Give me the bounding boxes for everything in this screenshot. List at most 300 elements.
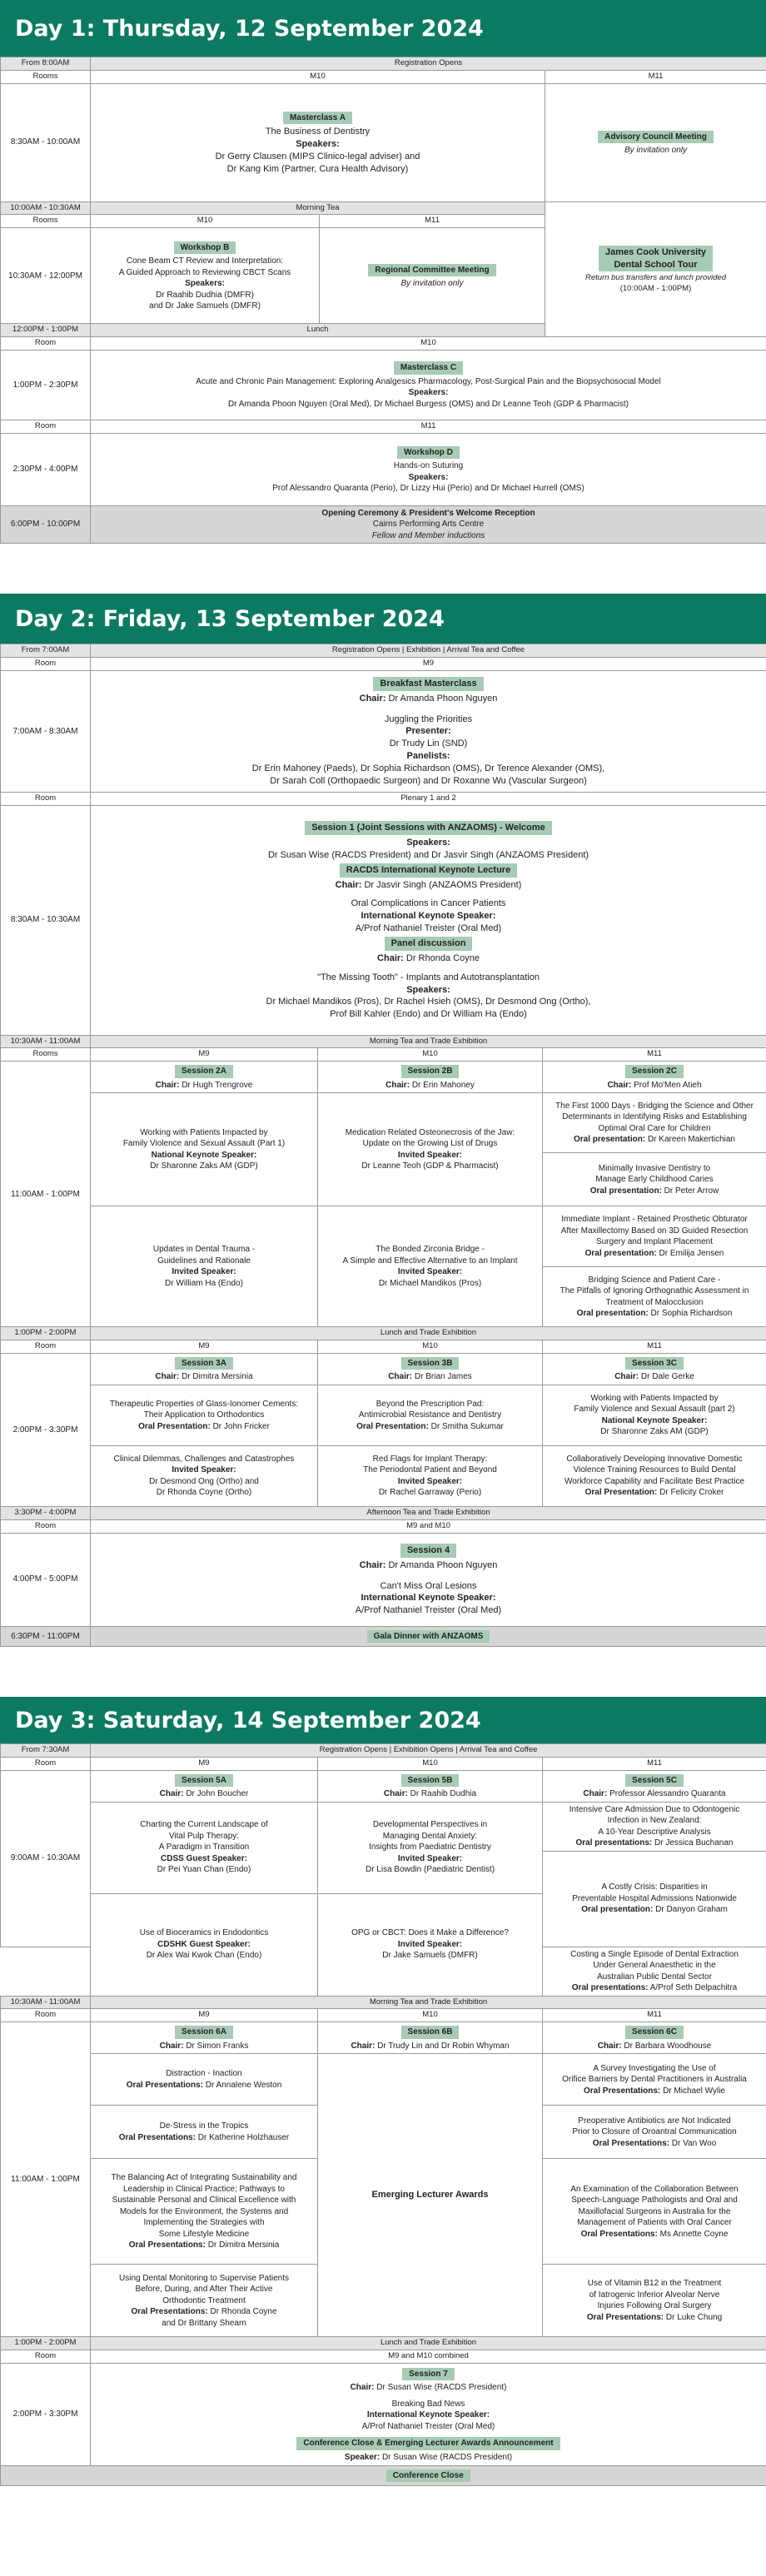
event-venue: Cairns Performing Arts Centre (372, 520, 485, 530)
talk-title: Charting the Current Landscape of (140, 1820, 268, 1830)
session-badge: Session 3B (401, 1357, 460, 1370)
talk[interactable] (91, 2159, 318, 2265)
speaker: A/Prof Nathaniel Treister (Oral Med) (355, 1605, 502, 1616)
speaker: Dr Jessica Buchanan (654, 1838, 734, 1848)
day1-header (0, 0, 766, 57)
talk-title: Under General Anaesthetic in the (593, 1961, 716, 1971)
speaker: A/Prof Nathaniel Treister (Oral Med) (361, 2421, 495, 2431)
speaker: Dr Gerry Clausen (MIPS Clinico-legal adviser) and (215, 151, 420, 162)
break-label: Morning Tea and Trade Exhibition (91, 1996, 766, 2009)
break-label: Lunch and Trade Exhibition (91, 1327, 766, 1340)
session-2c-header[interactable] (543, 1062, 766, 1093)
speaker: A/Prof Seth Delpachitra (649, 1983, 738, 1993)
chair-name: Professor Alessandro Quaranta (609, 1789, 726, 1799)
talk-title: Infection in New Zealand: (607, 1816, 702, 1826)
talk-title: Workforce Capability and Facilitate Best Practice (564, 1476, 744, 1486)
speaker: and Dr Jake Samuels (DMFR) (149, 301, 261, 311)
speaker-label: CDSHK Guest Speaker: (157, 1939, 251, 1949)
talk[interactable] (543, 1267, 766, 1327)
break-label: Afternoon Tea and Trade Exhibition (91, 1506, 766, 1519)
chair-label: Chair: (159, 2041, 184, 2051)
speaker: Dr Rhonda Coyne (Ortho) (156, 1488, 252, 1498)
talk-title: Managing Dental Anxiety: (382, 1831, 478, 1841)
talk-title: Optimal Oral Care for Children (598, 1123, 711, 1133)
talk-title: An Examination of the Collaboration Between (570, 2184, 739, 2194)
talk[interactable] (91, 1093, 318, 1206)
speaker: Dr Amanda Phoon Nguyen (Oral Med), Dr Michael Burgess (OMS) and Dr Leanne Teoh (GDP & Pharmacist) (228, 399, 629, 409)
room-label: Room (1, 337, 91, 351)
speaker-label: International Keynote Speaker: (361, 1593, 496, 1604)
talk-title: Therapeutic Properties of Glass-Ionomer Cements: (109, 1399, 299, 1409)
talk-title: A Survey Investigating the Use of (593, 2063, 716, 2073)
speaker: Dr Susan Wise (RACDS President) and Dr Jasvir Singh (ANZAOMS President) (267, 849, 589, 860)
talk-title: Family Violence and Sexual Assault (Part 1) (122, 1139, 286, 1149)
room-m9-m10: M9 and M10 (91, 1519, 766, 1533)
talk-title: Clinical Dilemmas, Challenges and Catastrophes (113, 1454, 295, 1464)
speaker: Dr Desmond Ong (Ortho) and (149, 1476, 259, 1486)
time-slot: 2:30PM - 4:00PM (1, 433, 91, 505)
talk[interactable] (543, 1802, 766, 1851)
session-badge: Session 2B (401, 1065, 460, 1078)
speaker: Dr Sharonne Zaks AM (GDP) (600, 1427, 709, 1437)
speaker-label: Invited Speaker: (397, 1853, 463, 1863)
talk[interactable] (318, 1385, 543, 1445)
speaker-label: Invited Speaker: (172, 1465, 236, 1475)
speaker-label: Oral Presentations: (118, 2132, 196, 2142)
speaker-label: Oral Presentation: (584, 1488, 658, 1498)
speaker-label: National Keynote Speaker: (601, 1415, 708, 1425)
opening-ceremony[interactable] (91, 505, 766, 544)
award-title: Emerging Lecturer Awards (371, 2190, 489, 2201)
talk[interactable] (318, 1445, 543, 1506)
speaker: Dr Pei Yuan Chan (Endo) (157, 1865, 251, 1875)
talk[interactable] (318, 1206, 543, 1327)
session-4[interactable] (91, 1533, 766, 1626)
speaker-label: Oral Presentations: (128, 2240, 206, 2250)
chair-name: Dr Trudy Lin and Dr Robin Whyman (377, 2041, 510, 2051)
session-badge: Session 1 (Joint Sessions with ANZAOMS) - Welcome (305, 821, 552, 835)
session-topic: Cone Beam CT Review and Interpretation: (126, 256, 284, 266)
talk[interactable] (543, 1206, 766, 1267)
day1-title: Day 1: Thursday, 12 September 2024 (15, 15, 484, 42)
talk-title: The Bonded Zirconia Bridge - (376, 1245, 485, 1255)
session-badge: Session 6A (175, 2026, 233, 2039)
chair-label: Chair: (385, 1080, 410, 1090)
rooms-label: Rooms (1, 215, 91, 228)
talk[interactable] (543, 2054, 766, 2106)
talk[interactable] (91, 2106, 318, 2159)
chair-label: Chair: (614, 1372, 639, 1382)
time-slot: 8:30AM - 10:00AM (1, 83, 91, 201)
chair-name: Dr John Boucher (186, 1789, 249, 1799)
session-badge: Session 3C (625, 1357, 684, 1370)
session-3c-header[interactable] (543, 1353, 766, 1385)
session-badge: Masterclass C (394, 361, 463, 375)
workshop-d[interactable] (91, 433, 766, 505)
session-badge: Session 2A (175, 1065, 233, 1078)
speaker-label: Speaker: (344, 2452, 381, 2462)
session-6b-header[interactable] (318, 2022, 543, 2054)
session-badge: James Cook University (604, 246, 707, 257)
session-badge: Regional Committee Meeting (368, 264, 495, 277)
room-m11: M11 (91, 420, 766, 433)
room-m10: M10 (318, 1048, 543, 1062)
speaker: Dr John Fricker (212, 1421, 270, 1431)
talk[interactable] (543, 2106, 766, 2159)
chair-name: Dr Barbara Woodhouse (624, 2041, 712, 2051)
speaker: Dr Michael Wylie (663, 2086, 725, 2096)
talk[interactable] (543, 1947, 766, 1996)
time-slot: 12:00PM - 1:00PM (1, 324, 91, 337)
talk-title: Prior to Closure of Oroantral Communication (572, 2127, 737, 2136)
room-m9: M9 (91, 1757, 318, 1770)
talk[interactable] (318, 1893, 543, 1996)
break-label: Lunch (91, 324, 545, 337)
session-2b-header[interactable] (318, 1062, 543, 1093)
session-topic: Juggling the Priorities (384, 714, 473, 724)
room-label: Room (1, 1340, 91, 1354)
time-slot: 11:00AM - 1:00PM (1, 2022, 91, 2337)
talk-title: Maxillofacial Surgeons in Australia for the (578, 2206, 731, 2216)
speaker: Dr Alex Wai Kwok Chan (Endo) (146, 1951, 262, 1961)
room-plenary: Plenary 1 and 2 (91, 792, 766, 805)
chair-label: Chair: (350, 2383, 375, 2393)
presenter-label: Presenter: (405, 726, 451, 737)
talk-title: Medication Related Osteonecrosis of the Jaw: (345, 1127, 515, 1137)
panelists-label: Panelists: (406, 751, 450, 762)
session-badge: Session 6C (625, 2026, 684, 2039)
room-m11: M11 (543, 2009, 766, 2022)
talk-title: Models for the Environment, the Systems and (119, 2206, 289, 2216)
speakers-label: Speakers: (406, 838, 450, 848)
talk-title: Developmental Perspectives in (372, 1820, 488, 1830)
talk-title: A Paradigm in Transition (158, 1842, 250, 1852)
speaker: Prof Alessandro Quaranta (Perio), Dr Lizzy Hui (Perio) and Dr Michael Hurrell (OMS) (272, 484, 584, 494)
masterclass-c[interactable] (91, 350, 766, 420)
day2-title: Day 2: Friday, 13 September 2024 (15, 605, 445, 632)
chair-label: Chair: (159, 1789, 184, 1799)
emerging-lecturer-awards[interactable] (318, 2054, 543, 2337)
chair-name: Dr Brian James (414, 1372, 472, 1382)
speaker: Dr Kareen Makertichian (647, 1135, 735, 1145)
room-m9: M9 (91, 1048, 318, 1062)
talk[interactable] (543, 1851, 766, 1947)
talk-title: Immediate Implant - Retained Prosthetic Obturator (561, 1215, 748, 1225)
talk-title: A 10-Year Descriptive Analysis (598, 1827, 711, 1837)
session-6c-header[interactable] (543, 2022, 766, 2054)
talk-title: Preventable Hospital Admissions Nationwide (572, 1893, 737, 1903)
speaker: Dr Smitha Sukumar (430, 1421, 504, 1431)
speaker: Dr Kang Kim (Partner, Cura Health Advisory) (226, 163, 409, 174)
break-label: Morning Tea (91, 201, 545, 215)
panelists: Dr Sarah Coll (Orthopaedic Surgeon) and Dr Roxanne Wu (Vascular Surgeon) (270, 775, 587, 786)
speakers-label: Speakers: (296, 139, 340, 150)
time-slot: 6:30PM - 11:00PM (1, 1626, 91, 1647)
session-2a-header[interactable] (91, 1062, 318, 1093)
chair-label: Chair: (583, 1789, 608, 1799)
speaker: Dr Van Woo (671, 2138, 717, 2148)
chair-label: Chair: (383, 1789, 408, 1799)
talk-title: Update on the Growing List of Drugs (362, 1139, 498, 1149)
rooms-label: Rooms (1, 1048, 91, 1062)
talk[interactable] (543, 1385, 766, 1445)
room-m11: M11 (543, 1757, 766, 1770)
talk[interactable] (91, 1445, 318, 1506)
speaker-label: Oral Presentation: (138, 1421, 211, 1431)
tour-note: Return bus transfers and lunch provided (585, 273, 726, 283)
session-badge: Conference Close & Emerging Lecturer Awards Announcement (296, 2437, 560, 2450)
speaker-label: Oral Presentations: (584, 2086, 661, 2096)
room-m11: M11 (545, 70, 766, 83)
talk-title: Surgery and Implant Placement (595, 1237, 714, 1247)
time-slot: 8:30AM - 10:30AM (1, 805, 91, 1035)
masterclass-a[interactable] (91, 83, 545, 201)
talk-title: Leadership in Clinical Practice; Pathways to (123, 2184, 285, 2194)
talk-title: Using Dental Monitoring to Supervise Patients (119, 2273, 289, 2283)
session-5b-header[interactable] (318, 1770, 543, 1802)
talk-title: Implementing the Strategies with (143, 2218, 265, 2227)
talk-title: Before, During, and After Their Active (135, 2285, 273, 2294)
speaker: Dr Annalene Weston (205, 2080, 282, 2090)
session-topic: Hands-on Suturing (393, 461, 464, 471)
chair-name: Dr Amanda Phoon Nguyen (388, 1559, 498, 1570)
speaker: Dr William Ha (Endo) (165, 1278, 243, 1288)
talk-title: A Simple and Effective Alternative to an Implant (342, 1256, 518, 1266)
advisory-council-meeting[interactable] (545, 83, 766, 201)
talk-title: Orifice Barriers by Dental Practitioners in Australia (562, 2075, 747, 2084)
talk-title: De-Stress in the Tropics (159, 2121, 249, 2131)
talk-title: Some Lifestyle Medicine (158, 2229, 250, 2239)
speaker: Dr Raahib Dudhia (DMFR) (156, 290, 254, 300)
talk[interactable] (543, 2159, 766, 2265)
speaker: Dr Luke Chung (665, 2312, 723, 2322)
talk[interactable] (91, 2054, 318, 2106)
session-badge: Dental School Tour (614, 259, 698, 270)
talk-title: Beyond the Prescription Pad: (376, 1399, 485, 1409)
time-slot: 3:30PM - 4:00PM (1, 1506, 91, 1519)
speaker-label: Invited Speaker: (397, 1939, 463, 1949)
regional-committee-meeting[interactable] (320, 228, 545, 324)
chair-label: Chair: (597, 2041, 622, 2051)
session-3b-header[interactable] (318, 1353, 543, 1385)
chair-label: Chair: (335, 879, 362, 890)
talk-title: A Costly Crisis: Disparities in (601, 1882, 708, 1892)
talk[interactable] (543, 1445, 766, 1506)
talk[interactable] (318, 1093, 543, 1206)
chair-name: Dr Erin Mahoney (411, 1080, 475, 1090)
session-badge: Session 2C (625, 1065, 684, 1078)
break-label: Morning Tea and Trade Exhibition (91, 1035, 766, 1048)
talk-title: Vital Pulp Therapy: (168, 1831, 240, 1841)
speaker: Dr Susan Wise (RACDS President) (381, 2452, 513, 2462)
session-3a-header[interactable] (91, 1353, 318, 1385)
time-slot: 4:00PM - 5:00PM (1, 1533, 91, 1626)
talk-title: Collaboratively Developing Innovative Domestic (566, 1454, 743, 1464)
speaker-label: Oral Presentations: (580, 2229, 658, 2239)
time-slot: 1:00PM - 2:00PM (1, 1327, 91, 1340)
session-topic: Oral Complications in Cancer Patients (351, 898, 506, 909)
room-label: Room (1, 1757, 91, 1770)
room-m11: M11 (543, 1048, 766, 1062)
time-slot: 2:00PM - 3:30PM (1, 1353, 91, 1506)
talk[interactable] (543, 2265, 766, 2337)
workshop-b[interactable] (91, 228, 320, 324)
room-label: Room (1, 2350, 91, 2364)
speaker-label: Invited Speaker: (172, 1267, 236, 1277)
session-badge: Session 5A (175, 1774, 233, 1788)
talk-title: Bridging Science and Patient Care - (588, 1275, 721, 1285)
time-slot: 2:00PM - 3:30PM (1, 2363, 91, 2465)
talk[interactable] (543, 1093, 766, 1153)
speaker-label: Oral presentation: (581, 1905, 654, 1915)
chair-name: Dr Dimitra Mersinia (182, 1372, 253, 1382)
session-1[interactable] (91, 805, 766, 1035)
day2-schedule (0, 644, 766, 1647)
room-m9-m10-combined: M9 and M10 combined (91, 2350, 766, 2364)
gala-dinner[interactable] (91, 1626, 766, 1647)
time-slot: 10:30AM - 12:00PM (1, 228, 91, 324)
talk-title: Guidelines and Rationale (157, 1256, 251, 1266)
speakers-label: Speakers: (185, 279, 225, 289)
tour-time: (10:00AM - 1:00PM) (619, 284, 692, 294)
talk-title: Updates in Dental Trauma - (152, 1245, 256, 1255)
room-m11: M11 (543, 1340, 766, 1354)
talk-title: After Maxillectomy Based on 3D Guided Resection (560, 1226, 749, 1236)
invitation-note: By invitation only (624, 146, 688, 156)
talk-title: Distraction - Inaction (166, 2069, 242, 2079)
chair-label: Chair: (607, 1080, 632, 1090)
speaker-label: Oral presentations: (571, 1983, 649, 1993)
talk[interactable] (543, 1153, 766, 1206)
speaker-label: Oral presentation: (576, 1309, 649, 1319)
chair-name: Dr Dale Gerke (640, 1372, 694, 1382)
room-m11: M11 (320, 215, 545, 228)
chair-name: Dr Jasvir Singh (ANZAOMS President) (364, 879, 522, 890)
talk-title: Injuries Following Oral Surgery (597, 2301, 712, 2311)
talk-title: Management of Patients with Oral Cancer (577, 2218, 732, 2227)
speaker: Dr Jake Samuels (DMFR) (382, 1951, 478, 1961)
room-m10: M10 (318, 1757, 543, 1770)
room-label: Room (1, 792, 91, 805)
day3-registration: Registration Opens | Exhibition Opens | Arrival Tea and Coffee (91, 1744, 766, 1758)
session-badge: Workshop B (174, 241, 236, 255)
speaker: Dr Katherine Holzhauser (197, 2132, 290, 2142)
speaker-label: Oral presentation: (574, 1135, 646, 1145)
chair-label: Chair: (377, 952, 404, 963)
session-badge: Masterclass A (283, 112, 352, 125)
talk[interactable] (91, 2265, 318, 2337)
talk-title: Intensive Care Admission Due to Odontogenic (569, 1804, 740, 1814)
speakers-label: Speakers: (408, 472, 449, 482)
time-slot: 1:00PM - 2:00PM (1, 2337, 91, 2350)
talk-title: Red Flags for Implant Therapy: (372, 1454, 488, 1464)
talk[interactable] (318, 1802, 543, 1893)
talk-title: Their Application to Orthodontics (143, 1410, 265, 1420)
session-topic: A Guided Approach to Reviewing CBCT Scans (118, 267, 291, 277)
speaker-label: Invited Speaker: (397, 1476, 463, 1486)
time-slot: 10:30AM - 11:00AM (1, 1035, 91, 1048)
speaker-label: Oral Presentations: (592, 2138, 669, 2148)
room-m10: M10 (91, 70, 545, 83)
speaker: Prof Bill Kahler (Endo) and Dr William Ha (Endo) (330, 1009, 527, 1020)
time-slot: 10:00AM - 10:30AM (1, 201, 91, 215)
session-topic: Can't Miss Oral Lesions (380, 1580, 477, 1591)
room-label: Room (1, 420, 91, 433)
speaker: Dr Rachel Garraway (Perio) (378, 1488, 482, 1498)
room-label: Room (1, 2009, 91, 2022)
jcu-dental-school-tour[interactable] (545, 201, 766, 336)
talk-title: Speech-Language Pathologists and Oral and (571, 2196, 738, 2205)
speaker: Dr Felicity Croker (659, 1488, 724, 1498)
speaker: A/Prof Nathaniel Treister (Oral Med) (355, 923, 502, 934)
time-slot: 7:00AM - 8:30AM (1, 670, 91, 792)
talk-title: Insights from Paediatric Dentistry (369, 1842, 491, 1852)
room-m10: M10 (318, 2009, 543, 2022)
session-5c-header[interactable] (543, 1770, 766, 1802)
speaker: Dr Michael Mandikos (Pros) (378, 1278, 482, 1288)
talk-title: of Iatrogenic Inferior Alveolar Nerve (589, 2290, 720, 2300)
room-m10: M10 (91, 337, 766, 351)
event-note: Fellow and Member inductions (371, 530, 485, 540)
room-m9: M9 (91, 1340, 318, 1354)
room-m9: M9 (91, 658, 766, 671)
speaker-label: Oral Presentations: (131, 2307, 208, 2316)
talk-title: OPG or CBCT: Does it Make a Difference? (351, 1928, 509, 1938)
speaker-label: Oral Presentation: (356, 1421, 429, 1431)
chair-label: Chair: (155, 1372, 180, 1382)
talk-title: Orthodontic Treatment (162, 2295, 246, 2305)
invitation-note: By invitation only (400, 279, 464, 289)
talk[interactable] (91, 1893, 318, 1996)
talk[interactable] (91, 1206, 318, 1327)
session-topic: "The Missing Tooth" - Implants and Autotransplantation (317, 972, 540, 982)
conference-close[interactable] (91, 2465, 766, 2486)
speaker-label: CDSS Guest Speaker: (161, 1853, 247, 1863)
time-slot: 1:00PM - 2:30PM (1, 350, 91, 420)
session-topic: Breaking Bad News (391, 2399, 465, 2409)
talk[interactable] (91, 1385, 318, 1445)
room-m10: M10 (318, 1340, 543, 1354)
session-6a-header[interactable] (91, 2022, 318, 2054)
room-m10: M10 (91, 215, 320, 228)
day3-schedule (0, 1743, 766, 2486)
session-7[interactable] (91, 2363, 766, 2465)
breakfast-masterclass[interactable] (91, 670, 766, 792)
speaker: Dr Michael Mandikos (Pros), Dr Rachel Hsieh (OMS), Dr Desmond Ong (Ortho), (266, 997, 591, 1007)
session-badge: Session 7 (402, 2368, 455, 2381)
speakers-label: Speakers: (408, 388, 449, 398)
chair-label: Chair: (388, 1372, 413, 1382)
session-badge: Advisory Council Meeting (598, 131, 714, 144)
day2-from: From 7:00AM (1, 644, 91, 658)
speaker: Dr Danyon Graham (655, 1905, 728, 1915)
day3-title: Day 3: Saturday, 14 September 2024 (15, 1707, 481, 1733)
talk[interactable] (91, 1802, 318, 1893)
day1-from: From 8:00AM (1, 57, 91, 71)
talk-title: Preoperative Antibiotics are Not Indicated (578, 2116, 731, 2126)
time-slot: 11:00AM - 1:00PM (1, 1062, 91, 1327)
room-label: Room (1, 1519, 91, 1533)
rooms-label: Rooms (1, 70, 91, 83)
speaker: and Dr Brittany Shearn (162, 2318, 246, 2328)
speaker-label: International Keynote Speaker: (366, 2410, 490, 2420)
talk-title: Family Violence and Sexual Assault (part 2) (574, 1405, 735, 1415)
speaker-label: National Keynote Speaker: (151, 1150, 257, 1160)
session-5a-header[interactable] (91, 1770, 318, 1802)
panelists: Dr Erin Mahoney (Paeds), Dr Sophia Richardson (OMS), Dr Terence Alexander (OMS), (251, 763, 605, 773)
talk-title: The Balancing Act of Integrating Sustainability and (111, 2173, 297, 2182)
speaker: Ms Annette Coyne (659, 2229, 729, 2239)
